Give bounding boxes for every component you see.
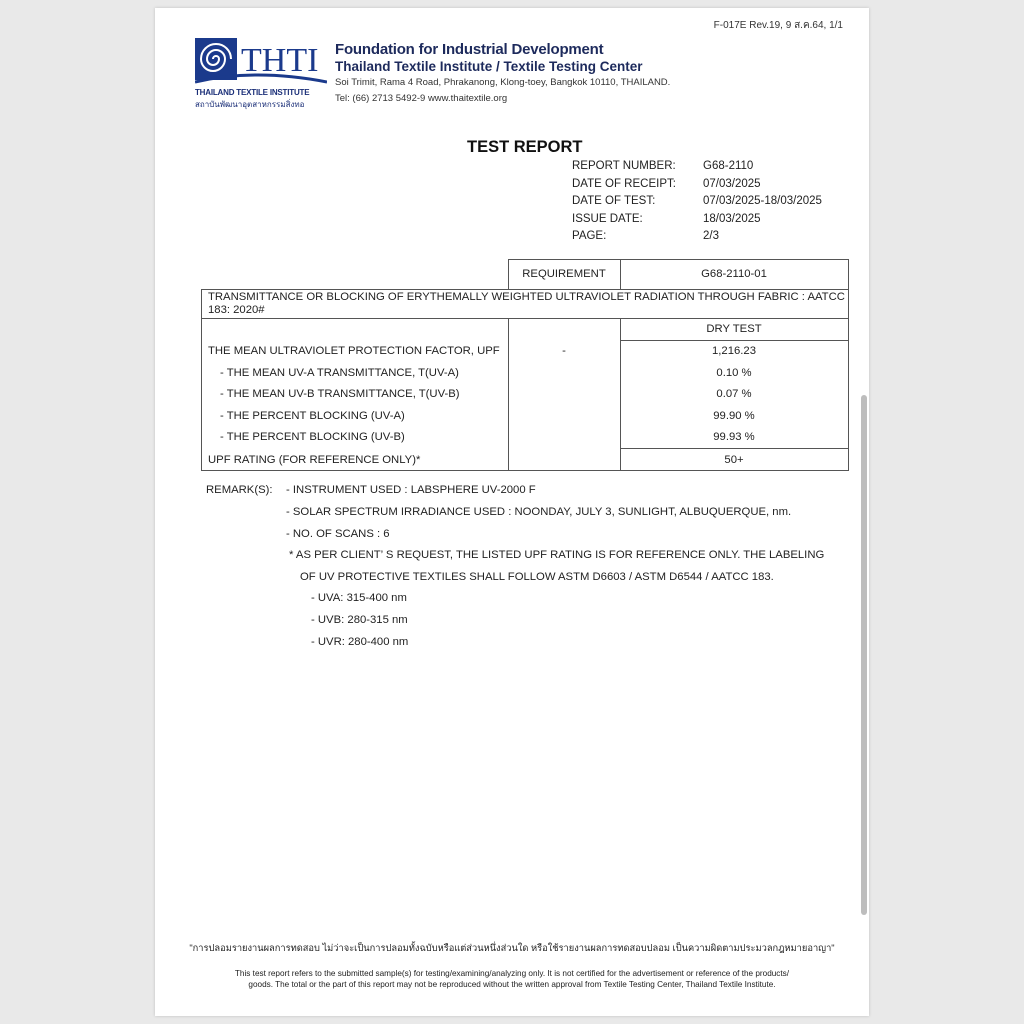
table-border	[201, 289, 202, 471]
upf-value: 1,216.23	[712, 345, 756, 357]
table-border	[620, 340, 849, 341]
meta-row	[572, 176, 822, 194]
remark-line: - UVB: 280-315 nm	[311, 614, 408, 626]
thti-logo	[195, 38, 327, 110]
report-meta	[572, 158, 822, 246]
remark-line: * AS PER CLIENT’ S REQUEST, THE LISTED UPF RATING IS FOR REFERENCE ONLY. THE LABELING	[289, 549, 825, 561]
remark-line: - NO. OF SCANS : 6	[286, 528, 390, 540]
meta-value: 18/03/2025	[703, 212, 761, 225]
uvb-blocking-value: 99.93 %	[713, 431, 755, 443]
remark-line: - SOLAR SPECTRUM IRRADIANCE USED : NOONDAY, JULY 3, SUNLIGHT, ALBUQUERQUE, nm.	[286, 506, 792, 518]
remark-line: OF UV PROTECTIVE TEXTILES SHALL FOLLOW ASTM D6603 / ASTM D6544 / AATCC 183.	[300, 571, 774, 583]
remark-line: - INSTRUMENT USED : LABSPHERE UV-2000 F	[286, 484, 536, 496]
meta-label: REPORT NUMBER:	[572, 160, 676, 172]
thti-logo-mark	[195, 38, 327, 88]
table-border	[508, 259, 848, 260]
uvb-blocking-label: - THE PERCENT BLOCKING (UV-B)	[220, 431, 405, 443]
uvb-transmittance-label: - THE MEAN UV-B TRANSMITTANCE, T(UV-B)	[220, 388, 460, 400]
org-header	[335, 41, 670, 104]
uva-blocking-label: - THE PERCENT BLOCKING (UV-A)	[220, 410, 405, 422]
meta-row	[572, 228, 822, 246]
table-border	[201, 289, 849, 290]
logo-wordmark: THTI	[241, 42, 319, 79]
disclaimer-english	[205, 968, 819, 990]
remark-line: - UVR: 280-400 nm	[311, 636, 409, 648]
uva-blocking-value: 99.90 %	[713, 410, 755, 422]
org-address: Soi Trimit, Rama 4 Road, Phrakanong, Klong-toey, Bangkok 10110, THAILAND.	[335, 77, 671, 88]
remark-line: - UVA: 315-400 nm	[311, 592, 407, 604]
results-table	[201, 259, 849, 471]
meta-label: ISSUE DATE:	[572, 212, 643, 225]
table-border	[201, 318, 849, 319]
meta-label: DATE OF TEST:	[572, 195, 656, 207]
meta-label: PAGE:	[572, 230, 607, 242]
upf-label: THE MEAN ULTRAVIOLET PROTECTION FACTOR, UPF	[208, 345, 500, 357]
meta-row	[572, 211, 822, 229]
logo-name-th: สถาบันพัฒนาอุตสาหกรรมสิ่งทอ	[195, 100, 305, 109]
meta-label: DATE OF RECEIPT:	[572, 177, 676, 190]
uva-transmittance-label: - THE MEAN UV-A TRANSMITTANCE, T(UV-A)	[220, 367, 459, 379]
uva-transmittance-value: 0.10 %	[716, 367, 752, 379]
meta-value: G68-2110	[703, 160, 754, 172]
report-title: TEST REPORT	[467, 138, 583, 156]
method-title: TRANSMITTANCE OR BLOCKING OF ERYTHEMALLY WEIGHTED ULTRAVIOLET RADIATION THROUGH FABRIC : AATCC	[208, 291, 845, 303]
org-subname: Thailand Textile Institute / Textile Testing Center	[335, 59, 643, 74]
upf-rating-value: 50+	[724, 454, 744, 466]
org-contact: Tel: (66) 2713 5492-9 www.thaitextile.org	[335, 93, 508, 104]
logo-name-en: THAILAND TEXTILE INSTITUTE	[195, 88, 310, 97]
meta-value: 07/03/2025-18/03/2025	[703, 195, 822, 207]
disclaimer-english-line: goods. The total or the part of this report may not be reproduced without the written approval from Textile Testing Center, Thailand Textile Institute.	[248, 980, 776, 989]
disclaimer-thai: "การปลอมรายงานผลการทดสอบ ไม่ว่าจะเป็นการปลอมทั้งฉบับหรือแต่ส่วนหนึ่งส่วนใด หรือใช้รายงานผลการทดสอบปลอม เป็นความผิดตามประมวลกฎหมายอาญา"	[189, 943, 835, 953]
org-name: Foundation for Industrial Development	[335, 41, 604, 58]
method-title-cont: 183: 2020#	[208, 304, 265, 316]
scrollbar-thumb[interactable]	[861, 395, 867, 915]
remarks-label: REMARK(S):	[206, 484, 273, 496]
meta-value: 07/03/2025	[703, 177, 761, 190]
dry-test-header: DRY TEST	[706, 323, 762, 335]
table-border	[201, 470, 849, 471]
uvb-transmittance-value: 0.07 %	[716, 388, 752, 400]
form-code: F-017E Rev.19, 9 ส.ค.64, 1/1	[713, 20, 843, 31]
sample-header: G68-2110-01	[701, 268, 767, 280]
table-border	[848, 259, 849, 471]
table-border	[620, 448, 849, 449]
report-page	[155, 8, 869, 1016]
requirement-value: -	[562, 345, 566, 357]
upf-rating-label: UPF RATING (FOR REFERENCE ONLY)*	[208, 454, 421, 466]
meta-row	[572, 193, 822, 211]
disclaimer-english-line: This test report refers to the submitted sample(s) for testing/examining/analyzing only. It is not certified for the advertisement or reference of the products/	[234, 969, 790, 978]
table-border	[508, 318, 509, 471]
meta-row	[572, 158, 822, 176]
meta-value: 2/3	[703, 230, 719, 242]
requirement-header: REQUIREMENT	[522, 268, 606, 280]
